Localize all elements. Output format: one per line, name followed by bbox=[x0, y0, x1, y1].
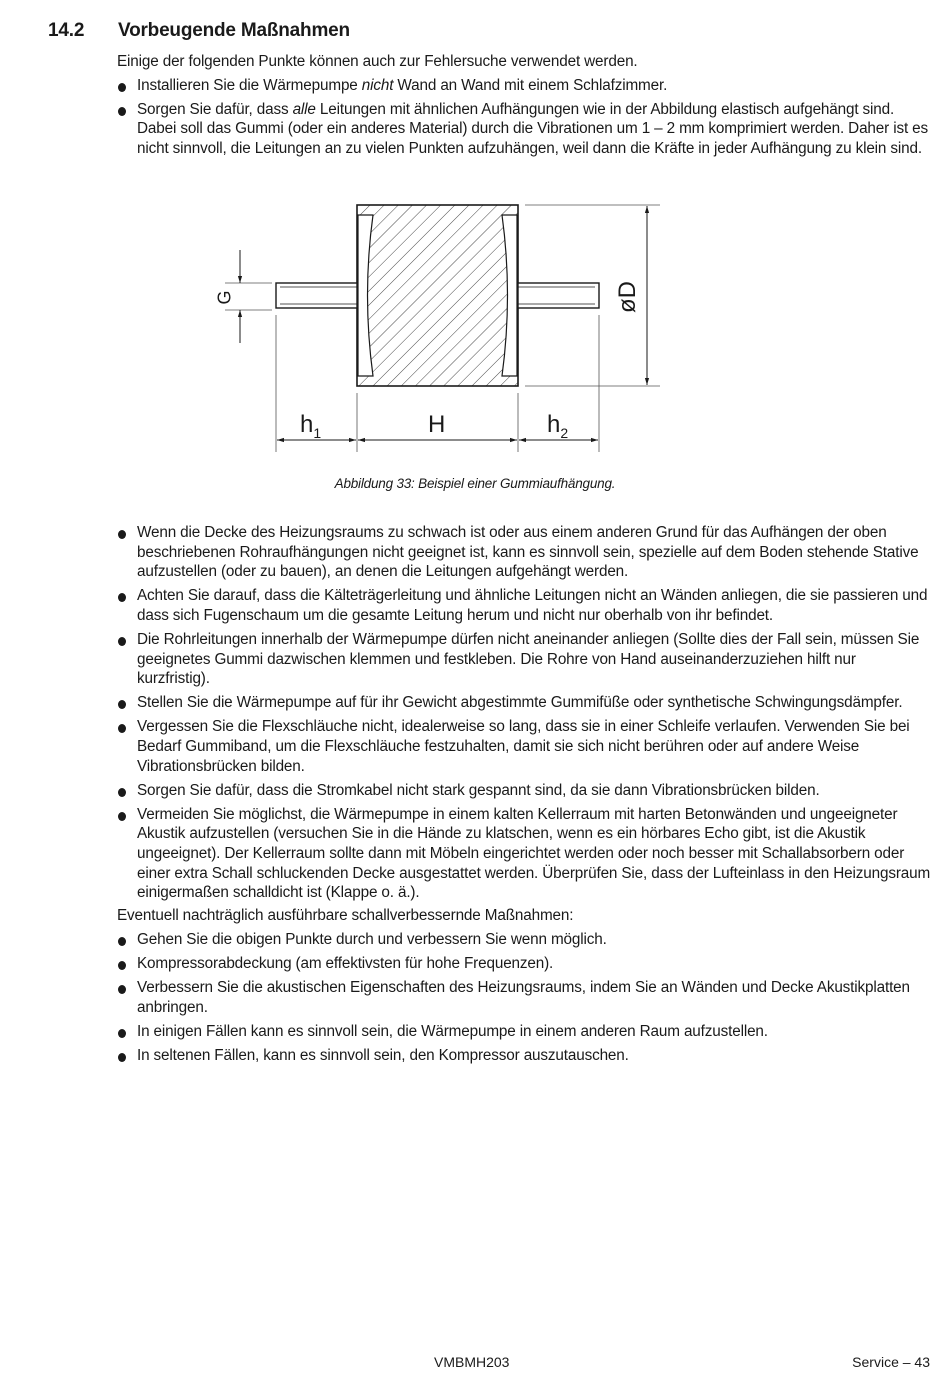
intro-block bbox=[117, 52, 932, 163]
subintro-paragraph: Eventuell nachträglich ausführbare schallverbessernde Maßnahmen: bbox=[117, 907, 574, 925]
label-G: G bbox=[214, 290, 235, 305]
label-h2 bbox=[547, 411, 568, 441]
list-item bbox=[117, 76, 932, 96]
list-item: Sorgen Sie dafür, dass die Stromkabel nicht stark gespannt sind, da sie dann Vibrationsbrücken bilden. bbox=[117, 781, 932, 801]
footer-page-number: Service – 43 bbox=[852, 1354, 930, 1370]
label-h1-sub: 1 bbox=[313, 424, 322, 441]
bullet-list-extra bbox=[117, 930, 932, 1066]
main-content bbox=[117, 523, 932, 1070]
bullet-list-top bbox=[117, 76, 932, 159]
text-segment: Wand an Wand mit einem Schlafzimmer. bbox=[393, 76, 668, 94]
emphasis: nicht bbox=[361, 76, 394, 94]
list-item: Verbessern Sie die akustischen Eigenschaften des Heizungsraums, indem Sie an Wänden und Decke Akustikplatten anbringen. bbox=[117, 978, 932, 1017]
text-segment: Sorgen Sie dafür, dass bbox=[137, 100, 293, 118]
label-h1 bbox=[300, 411, 321, 441]
list-item bbox=[117, 100, 932, 159]
list-item: Stellen Sie die Wärmepumpe auf für ihr Gewicht abgestimmte Gummifüße oder synthetische Schwingungsdämpfer. bbox=[117, 693, 932, 713]
list-item: Wenn die Decke des Heizungsraums zu schwach ist oder aus einem anderen Grund für das Aufhängen der oben beschriebenen Rohraufhängungen nicht geeignet ist, kann es sinnvoll sein, spezielle auf dem Boden stehende Stative aufzustellen (oder zu bauen), an denen die Leitungen aufgehängt werden. bbox=[117, 523, 932, 582]
label-D: øD bbox=[614, 281, 641, 313]
label-h1-main: h bbox=[300, 411, 314, 438]
section-title: Vorbeugende Maßnahmen bbox=[118, 20, 350, 41]
list-item: Kompressorabdeckung (am effektivsten für hohe Frequenzen). bbox=[117, 954, 932, 974]
emphasis: alle bbox=[292, 100, 316, 118]
label-H: H bbox=[428, 411, 446, 438]
figure-caption: Abbildung 33: Beispiel einer Gummiaufhängung. bbox=[334, 476, 616, 491]
list-item: Gehen Sie die obigen Punkte durch und verbessern Sie wenn möglich. bbox=[117, 930, 932, 950]
list-item: In seltenen Fällen, kann es sinnvoll sein, den Kompressor auszutauschen. bbox=[117, 1046, 932, 1066]
bullet-list-main bbox=[117, 523, 932, 903]
text-segment: Installieren Sie die Wärmepumpe bbox=[137, 76, 362, 94]
list-item: Vermeiden Sie möglichst, die Wärmepumpe in einem kalten Kellerraum mit harten Betonwänden und ungeeigneter Akustik aufzustellen (versuchen Sie in die Hände zu klatschen, wenn es ein hörbares Echo gibt, ist die Akustik ungeeignet). Der Kellerraum sollte dann mit Möbeln eingerichtet werden oder noch besser mit Schallabsorbern oder einer extra Schall schluckenden Decke ausgestattet werden. Überprüfen Sie, dass der Lufteinlass in den Heizungsraum einigermaßen schalldicht ist (Klappe o. ä.). bbox=[117, 805, 932, 903]
list-item: Achten Sie darauf, dass die Kälteträgerleitung und ähnliche Leitungen nicht an Wänden anliegen, die sie passieren und dass sich Fugenschaum um die gesamte Leitung herum und nicht nur oberhalb von ihr befindet. bbox=[117, 586, 932, 625]
footer-doc-id: VMBMH203 bbox=[434, 1354, 510, 1370]
rubber-mount-diagram bbox=[210, 195, 670, 465]
text-segment: Leitungen mit ähnlichen Aufhängungen wie in der Abbildung elastisch aufgehängt sind. Dabei soll das Gummi (oder ein anderes Material) durch die Vibrationen um 1 – 2 mm komprimiert werden. Daher ist es nicht sinnvoll, die Leitungen an zu vielen Punkten aufzuhängen, weil dann die Kräfte in jeder Aufhängung zu klein sind. bbox=[137, 100, 928, 157]
section-heading bbox=[48, 20, 350, 42]
list-item: Vergessen Sie die Flexschläuche nicht, idealerweise so lang, dass sie in einer Schleife verlaufen. Verwenden Sie bei Bedarf Gummiband, um die Flexschläuche festzuhalten, damit sie sich nicht berühren oder auf andere Weise Vibrationsbrücken bilden. bbox=[117, 717, 932, 776]
intro-paragraph: Einige der folgenden Punkte können auch zur Fehlersuche verwendet werden. bbox=[117, 53, 638, 70]
list-item: In einigen Fällen kann es sinnvoll sein, die Wärmepumpe in einem anderen Raum aufzustellen. bbox=[117, 1022, 932, 1042]
label-h2-sub: 2 bbox=[560, 424, 569, 441]
list-item: Die Rohrleitungen innerhalb der Wärmepumpe dürfen nicht aneinander anliegen (Sollte dies der Fall sein, müssen Sie geeignetes Gummi dazwischen klemmen und festkleben. Die Rohre von Hand auseinanderzuziehen hilft nur kurzfristig). bbox=[117, 630, 932, 689]
label-h2-main: h bbox=[547, 411, 561, 438]
section-number: 14.2 bbox=[48, 20, 85, 41]
